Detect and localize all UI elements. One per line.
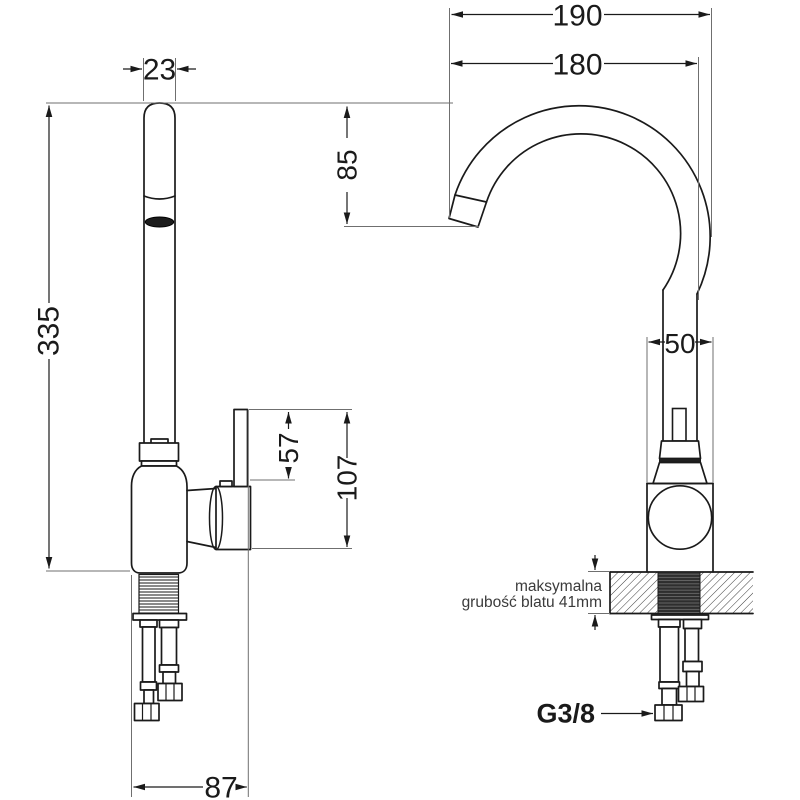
thread-size-label: G3/8	[536, 698, 595, 729]
handle-lever	[234, 410, 248, 487]
counter-note-line2: grubość blatu 41mm	[461, 594, 602, 611]
hose-hex-nut	[158, 684, 182, 701]
spout-inner-arc	[487, 134, 681, 290]
dim-total-height-335	[33, 106, 66, 569]
logo-medallion-circle	[648, 486, 711, 549]
front-stud-hex-nut	[655, 705, 682, 721]
counter-note-line1: maksymalna	[515, 578, 602, 595]
dim-label-180: 180	[552, 48, 603, 82]
dim-overall-width-190	[452, 0, 711, 33]
spout-outlet-ellipse	[145, 217, 173, 227]
front-view	[449, 106, 753, 721]
thread-size-callout	[536, 699, 653, 729]
mounting-stud	[135, 620, 160, 721]
front-handle-lever	[673, 409, 687, 442]
stud-hex-nut	[135, 704, 160, 721]
dim-label-335: 335	[32, 305, 66, 357]
front-collar	[660, 441, 701, 459]
faucet-body	[132, 466, 188, 573]
supply-hose	[158, 620, 182, 701]
dim-handle-height-57	[273, 412, 304, 479]
mount-collar	[140, 443, 179, 461]
threaded-shank	[139, 575, 179, 614]
dim-label-85: 85	[331, 149, 363, 181]
shank-through-counter	[658, 572, 700, 614]
dim-spout-reach-180	[451, 49, 697, 82]
mounting-flange	[133, 614, 187, 621]
dim-body-diameter-50	[649, 328, 712, 359]
dim-label-87: 87	[204, 771, 238, 800]
dim-base-depth-87	[134, 772, 247, 800]
spout-tip	[449, 195, 487, 227]
front-hose-hex-nut	[679, 687, 704, 702]
dim-label-23: 23	[142, 53, 177, 87]
neck-top-line	[187, 489, 216, 491]
dim-label-107: 107	[331, 454, 363, 502]
dim-spout-drop-85	[332, 107, 363, 225]
dim-label-50: 50	[664, 328, 696, 359]
front-mounting-stud	[655, 620, 682, 721]
dim-body-height-107	[332, 412, 363, 547]
spout-pipe	[144, 103, 175, 443]
dim-spout-pipe-width-23	[123, 54, 196, 87]
front-supply-hose	[679, 620, 704, 702]
front-bonnet	[653, 463, 707, 484]
side-view	[132, 103, 251, 721]
dim-counter-thickness	[462, 555, 603, 630]
dim-label-190: 190	[552, 0, 603, 33]
lever-base-tab	[220, 481, 232, 487]
dim-label-57: 57	[273, 432, 304, 464]
